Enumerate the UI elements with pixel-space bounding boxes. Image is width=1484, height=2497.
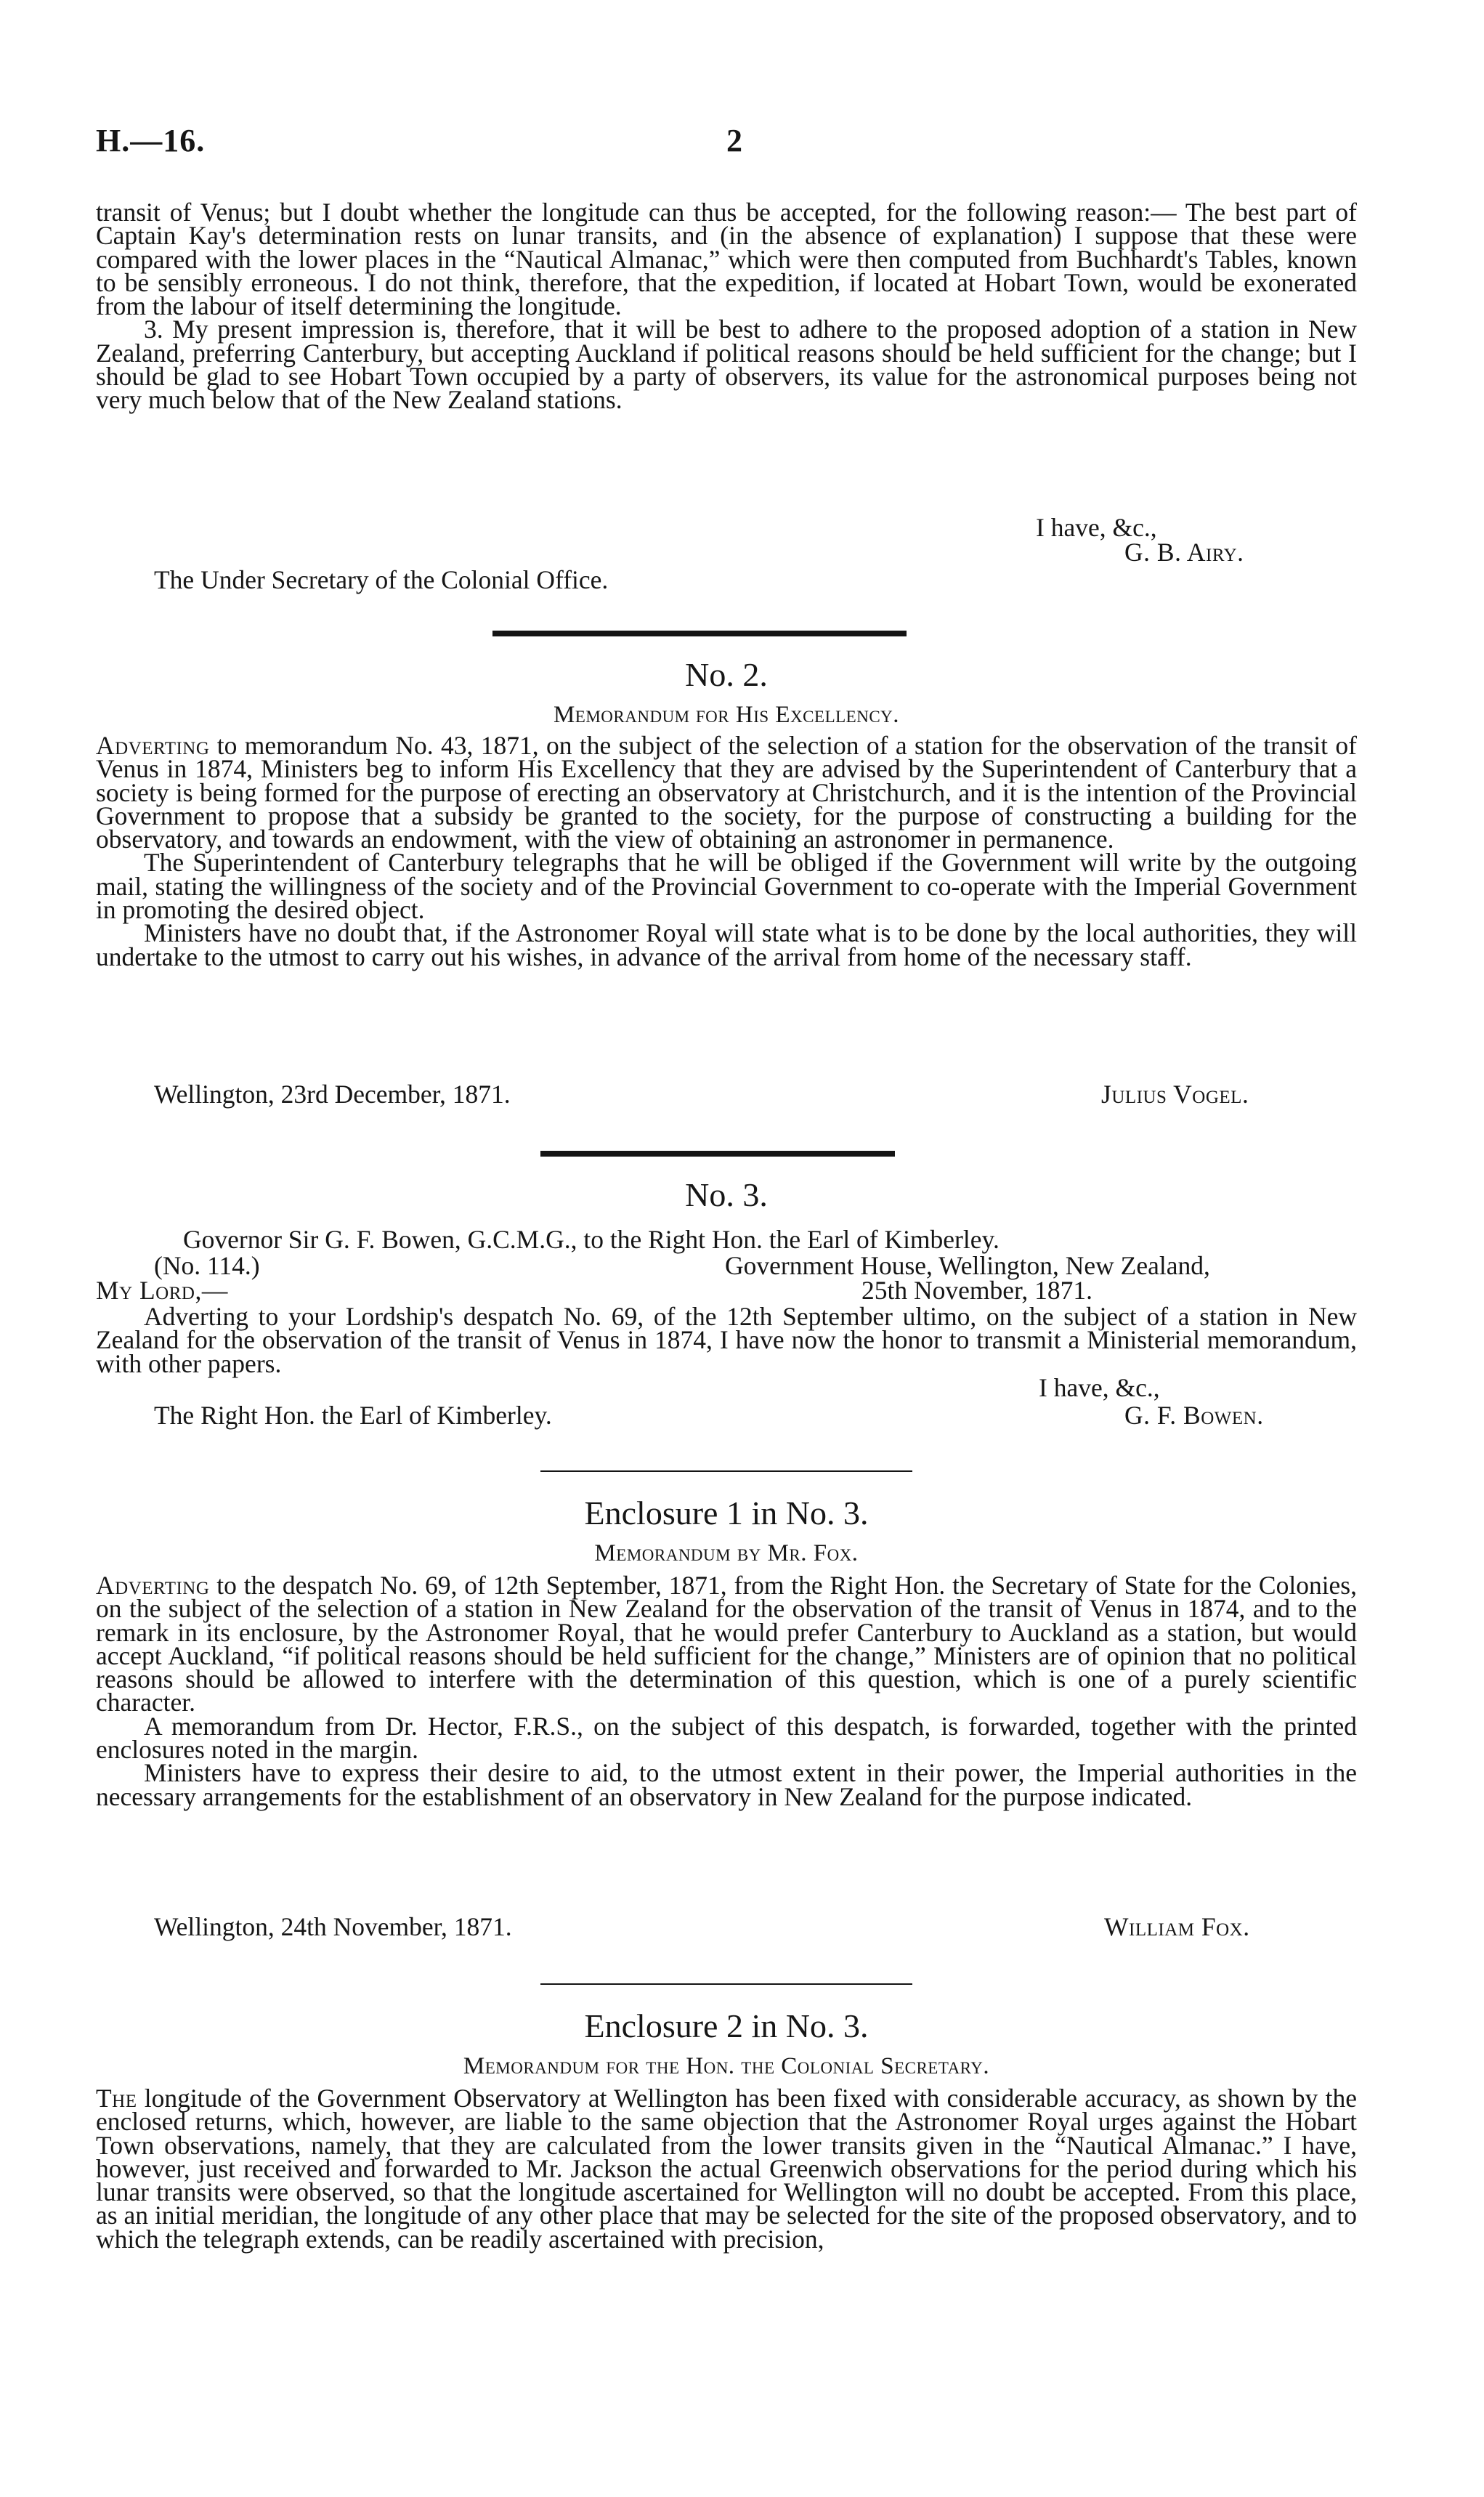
date-line: Wellington, 23rd December, 1871. xyxy=(154,1080,511,1109)
subheading-prefix: Memorandum xyxy=(553,702,690,728)
paragraph: 3. My present impression is, therefore, that it will be best to adhere to the proposed adoption of a station in New Zealand, preferring Canterbury, but accepting Auckland if political reasons should be held sufficient for the change; but I should be glad to see Hobart Town occupied by a party of observers, its value for the astronomical purposes being not very much below that of the New Zealand stations. xyxy=(96,315,1357,415)
section-subheading: Memorandum by Mr. Fox. xyxy=(594,1540,859,1566)
no3-letter-body xyxy=(96,1302,1357,1378)
page-number: 2 xyxy=(726,123,742,158)
despatch-number: (No. 114.) xyxy=(154,1251,260,1280)
paragraph: Adverting to your Lordship's despatch No. 69, of the 12th September ultimo, on the subject of a station in New Zealand for the observation of the transit of Venus in 1874, I have now the honor to transmit a Ministerial memorandum, with other papers. xyxy=(96,1302,1357,1378)
lead-word: Adverting xyxy=(96,731,210,760)
subheading-suffix: for His Excellency. xyxy=(695,702,900,728)
paragraph-text: to memorandum No. 43, 1871, on the subject of the selection of a station for the observation of the transit of Venus in 1874, Ministers beg to inform His Excellency that they are advised by the Superintendent of Canterbury that a society is being formed for the purpose of erecting an observatory at Christchurch, and it is the intention of the Provincial Government to propose that a subsidy be granted to the society, for the purpose of constructing a building for the observatory, and towards an endowment, with the view of obtaining an astronomer in permanence. xyxy=(96,731,1357,854)
signature: G. F. Bowen. xyxy=(1124,1401,1264,1430)
signature: Julius Vogel. xyxy=(1101,1080,1249,1109)
date-line: Wellington, 24th November, 1871. xyxy=(154,1912,512,1941)
address-date: 25th November, 1871. xyxy=(861,1276,1093,1305)
salutation: My Lord,— xyxy=(96,1276,228,1305)
section-subheading xyxy=(96,702,1357,728)
enclosure1-memorandum-body xyxy=(96,1571,1357,1811)
closing: I have, &c., xyxy=(1039,1373,1160,1402)
intro-letter-body xyxy=(96,198,1357,415)
addressee: The Under Secretary of the Colonial Office. xyxy=(154,565,609,594)
paragraph: transit of Venus; but I doubt whether the longitude can thus be accepted, for the following reason:— The best part of Captain Kay's determination rests on lunar transits, and (in the absence of explanation) I suppose that these were compared with the lower places in the “Nautical Almanac,” which were then computed from Buchhardt's Tables, known to be sensibly erroneous. I do not think, therefore, that the expedition, if located at Hobart Town, would be exonerated from the labour of itself determining the longitude. xyxy=(96,198,1357,321)
from-to-line: Governor Sir G. F. Bowen, G.C.M.G., to the Right Hon. the Earl of Kimberley. xyxy=(183,1225,1000,1254)
paragraph: The Superintendent of Canterbury telegraphs that he will be obliged if the Government will write by the outgoing mail, stating the willingness of the society and of the Provincial Government to co-operate with the Imperial Government in promoting the desired object. xyxy=(96,848,1357,925)
section-divider xyxy=(540,1151,895,1157)
section-heading: No. 3. xyxy=(685,1176,768,1213)
paragraph: Ministers have no doubt that, if the Astronomer Royal will state what is to be done by the local authorities, they will undertake to the utmost to carry out his wishes, in advance of the arrival from home of the necessary staff. xyxy=(96,918,1357,971)
paragraph xyxy=(96,2084,1357,2254)
section-divider xyxy=(492,631,907,636)
addressee: The Right Hon. the Earl of Kimberley. xyxy=(154,1401,552,1430)
paper-reference: H.—16. xyxy=(96,123,206,158)
paragraph xyxy=(96,731,1357,854)
paragraph-text: longitude of the Government Observatory at Wellington has been fixed with considerable accuracy, as shown by the enclosed returns, which, however, are liable to the same objection that the Astronomer Royal urges against the Hobart Town observations, namely, that they are calculated from the lower transits given in the “Nautical Almanac.” I have, however, just received and forwarded to Mr. Jackson the actual Greenwich observations for the period during which his lunar transits were observed, so that the longitude ascertained for Wellington will no doubt be accepted. From this place, as an initial meridian, the longitude of any other place that may be selected for the site of the proposed observatory, and to which the telegraph extends, can be readily ascertained with precision, xyxy=(96,2084,1357,2254)
paragraph: A memorandum from Dr. Hector, F.R.S., on the subject of this despatch, is forwarded, together with the printed enclosures noted in the margin. xyxy=(96,1711,1357,1765)
no2-memorandum-body xyxy=(96,731,1357,971)
lead-word: Adverting xyxy=(96,1571,210,1600)
paragraph: Ministers have to express their desire to aid, to the utmost extent in their power, the Imperial authorities in the necessary arrangements for the establishment of an observatory in New Zealand for the purpose indicated. xyxy=(96,1758,1357,1811)
paragraph-text: to the despatch No. 69, of 12th September, 1871, from the Right Hon. the Secretary of State for the Colonies, on the subject of the selection of a station in New Zealand for the observation of the transit of Venus in 1874, and to the remark in its enclosure, by the Astronomer Royal, that he would prefer Canterbury to Auckland as a station, but would accept Auckland, “if political reasons should be held sufficient for the change,” Ministers are of opinion that no political reasons should be allowed to interfere with the determination of this question, which is one of a purely scientific character. xyxy=(96,1571,1357,1717)
address-line: Government House, Wellington, New Zealand, xyxy=(725,1251,1210,1280)
paragraph xyxy=(96,1571,1357,1717)
section-divider xyxy=(540,1983,912,1985)
section-heading: No. 2. xyxy=(685,656,768,693)
enclosure2-memorandum-body xyxy=(96,2084,1357,2254)
section-heading: Enclosure 2 in No. 3. xyxy=(584,2007,869,2044)
section-divider xyxy=(540,1470,912,1472)
page-header xyxy=(96,122,1388,166)
section-heading: Enclosure 1 in No. 3. xyxy=(584,1494,869,1531)
section-subheading: Memorandum for the Hon. the Colonial Secretary. xyxy=(463,2053,990,2079)
closing: I have, &c., xyxy=(1036,513,1157,542)
signature: G. B. Airy. xyxy=(1124,538,1244,567)
signature: William Fox. xyxy=(1104,1912,1250,1941)
lead-word: The xyxy=(96,2084,137,2113)
